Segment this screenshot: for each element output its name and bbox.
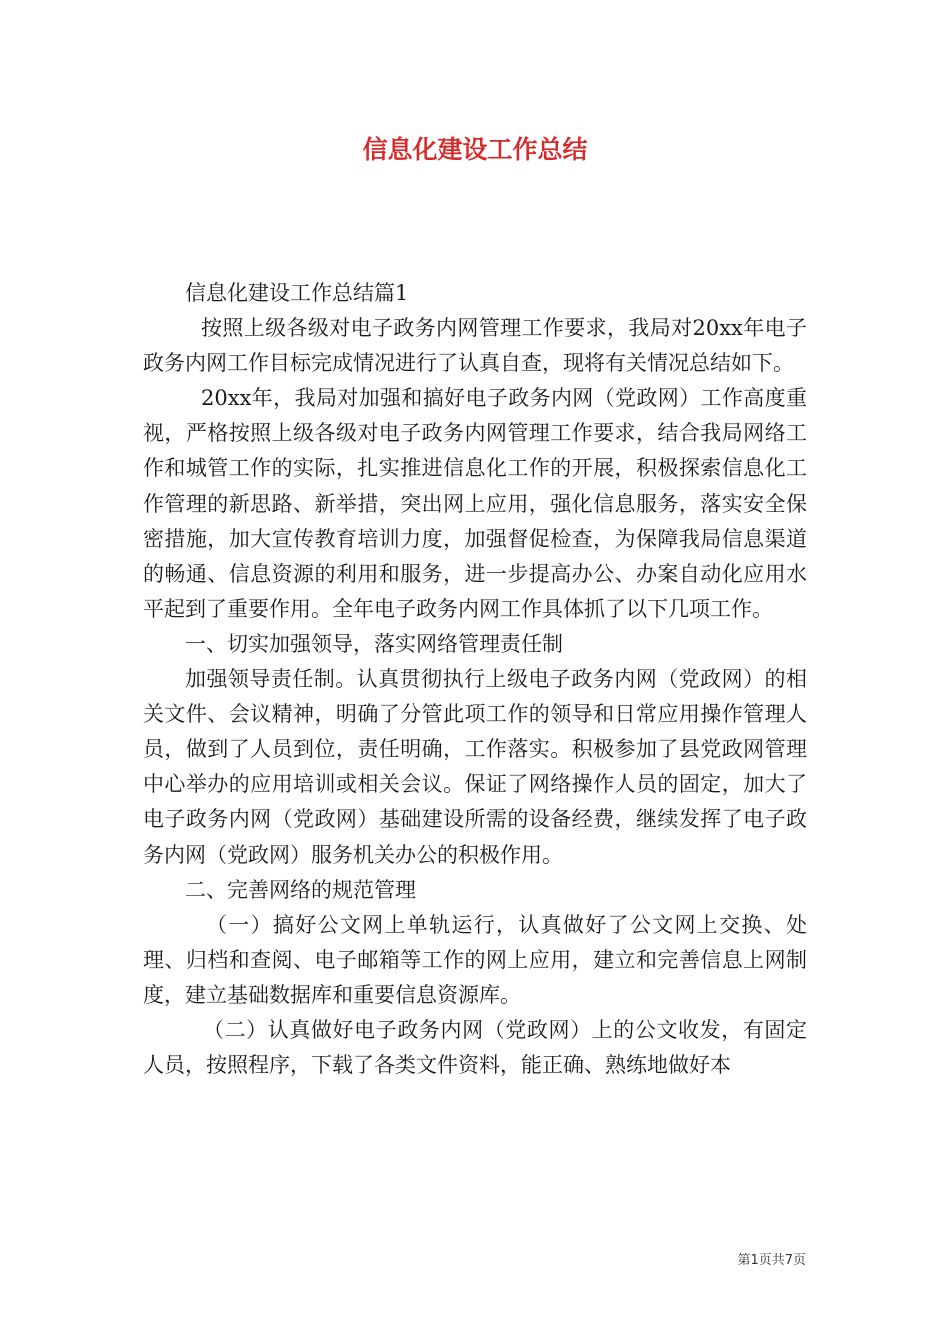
document-title: 信息化建设工作总结 [362,135,588,164]
page-number: 第1页共7页 [737,1253,806,1268]
paragraph: 按照上级各级对电子政务内网管理工作要求，我局对20xx年电子政务内网工作目标完成情况进行了认真自查，现将有关情况总结如下。 [143,316,807,376]
paragraph: （二）认真做好电子政务内网（党政网）上的公文收发，有固定人员，按照程序，下载了各类文件资料，能正确、熟练地做好本 [143,1017,807,1078]
paragraph: 20xx年，我局对加强和搞好电子政务内网（党政网）工作高度重视，严格按照上级各级对电子政务内网管理工作要求，结合我局网络工作和城管工作的实际，扎实推进信息化工作的开展，积极探索信息化工作管理的新思路、新举措，突出网上应用，强化信息服务，落实安全保密措施，加大宣传教育培训力度，加强督促检查，为保障我局信息渠道的畅通、信息资源的利用和服务，进一步提高办公、办案自动化应用水平起到了重要作用。全年电子政务内网工作具体抓了以下几项工作。 [143,386,807,621]
paragraph: 加强领导责任制。认真贯彻执行上级电子政务内网（党政网）的相关文件、会议精神，明确了分管此项工作的领导和日常应用操作管理人员，做到了人员到位，责任明确，工作落实。积极参加了县党政网管理中心举办的应用培训或相关会议。保证了网络操作人员的固定，加大了电子政务内网（党政网）基础建设所需的设备经费，继续发挥了电子政务内网（党政网）服务机关办公的积极作用。 [143,667,807,867]
paragraph: （一）搞好公文网上单轨运行，认真做好了公文网上交换、处理、归档和查阅、电子邮箱等工作的网上应用，建立和完善信息上网制度，建立基础数据库和重要信息资源库。 [143,912,807,1007]
section-heading: 二、完善网络的规范管理 [185,877,416,902]
section-heading: 一、切实加强领导，落实网络管理责任制 [185,631,563,656]
document-body [143,276,807,1083]
section-heading: 信息化建设工作总结篇1 [185,281,409,305]
